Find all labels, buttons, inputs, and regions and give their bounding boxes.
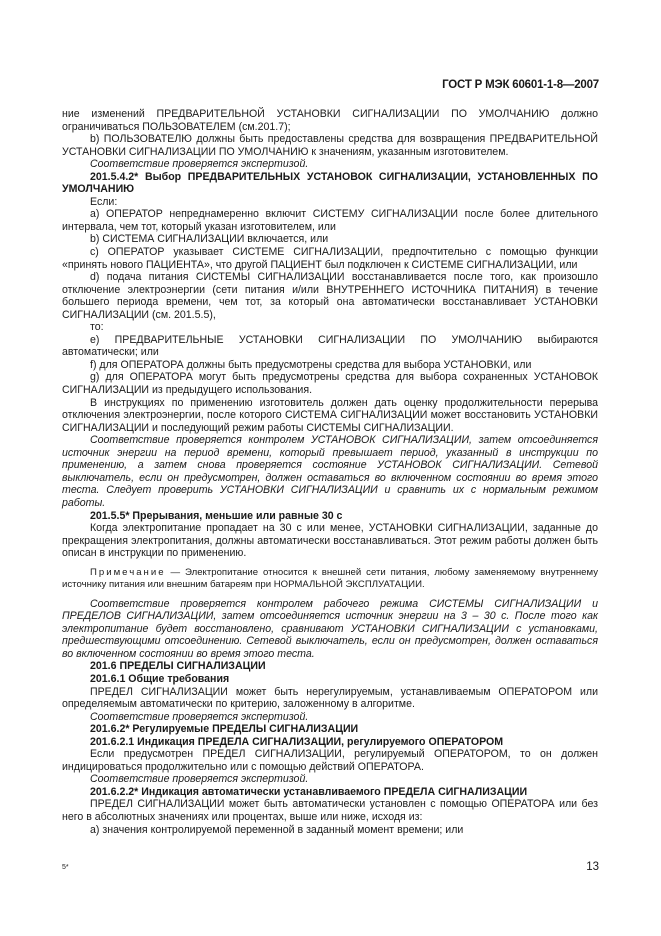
list-item: d) подача питания СИСТЕМЫ СИГНАЛИЗАЦИИ восстанавливается после того, как произошло отключение электроэнергии (сети питания и/или ВНУТРЕННЕГО ИСТОЧНИКА ПИТАНИЯ) в течение большего периода времени, чем тот, за который она автоматически восстанавливает УСТАНОВКИ СИГНАЛИЗАЦИИ (см. 201.5.5),	[62, 271, 598, 321]
paragraph: В инструкциях по применению изготовитель должен дать оценку продолжительности перерыва отключения электроэнергии, после которого СИСТЕМА СИГНАЛИЗАЦИИ может восстановить УСТАНОВКИ СИГНАЛИЗАЦИИ и последующий режим работы СИСТЕМЫ СИГНАЛИЗАЦИИ.	[62, 396, 598, 434]
paragraph: ПРЕДЕЛ СИГНАЛИЗАЦИИ может быть автоматически установлен с помощью ОПЕРАТОРА или без него в абсолютных значениях или процентах, выше или ниже, исходя из:	[62, 798, 598, 823]
section-heading: 201.5.5* Прерывания, меньшие или равные 30 с	[90, 509, 343, 522]
section-heading: 201.6.2.1 Индикация ПРЕДЕЛА СИГНАЛИЗАЦИИ, регулируемого ОПЕРАТОРОМ	[90, 735, 504, 748]
compliance-note: Соответствие проверяется экспертизой.	[90, 158, 309, 171]
note	[62, 567, 598, 591]
section-heading: 201.5.4.2* Выбор ПРЕДВАРИТЕЛЬНЫХ УСТАНОВОК СИГНАЛИЗАЦИИ, УСТАНОВЛЕННЫХ ПО УМОЛЧАНИЮ	[62, 170, 598, 196]
list-item: g) для ОПЕРАТОРА могут быть предусмотрены средства для выбора сохраненных УСТАНОВОК СИГНАЛИЗАЦИИ из предыдущего использования.	[62, 371, 598, 397]
note-text: — Электропитание относится к внешней сети питания, любому заменяемому внутреннему источнику питания или внешним батареям при НОРМАЛЬНОЙ ЭКСПЛУАТАЦИИ.	[62, 566, 598, 590]
paragraph: Если предусмотрен ПРЕДЕЛ СИГНАЛИЗАЦИИ, регулируемый ОПЕРАТОРОМ, то он должен индицироваться продолжительно или с помощью действий ОПЕРАТОРА.	[62, 748, 598, 773]
page-number: 13	[586, 861, 599, 873]
list-item: a) значения контролируемой переменной в заданный момент времени; или	[90, 823, 464, 836]
compliance-note: Соответствие проверяется экспертизой.	[90, 710, 309, 723]
paragraph: ПРЕДЕЛ СИГНАЛИЗАЦИИ может быть нерегулируемым, устанавливаемым ОПЕРАТОРОМ или определяемым автоматически по критерию, заложенному в алгоритме.	[62, 685, 598, 711]
compliance-note: Соответствие проверяется контролем УСТАНОВОК СИГНАЛИЗАЦИИ, затем отсоединяется источник энергии на период времени, который превышает период, указанный в инструкции по применению, а затем снова проверяется состояние УСТАНОВОК СИГНАЛИЗАЦИИ. Сетевой выключатель, если он предусмотрен, должен оставаться во включенном состоянии во время этого теста. Следует проверить УСТАНОВКИ СИГНАЛИЗАЦИИ и сравнить их с нормальным режимом работы.	[62, 434, 598, 509]
list-item: e) ПРЕДВАРИТЕЛЬНЫЕ УСТАНОВКИ СИГНАЛИЗАЦИИ ПО УМОЛЧАНИЮ выбираются автоматически; или	[62, 333, 598, 359]
paragraph: то:	[90, 321, 104, 334]
paragraph: Если:	[90, 195, 118, 208]
note-label: Примечание	[90, 566, 166, 578]
footer-mark: 5*	[62, 864, 69, 871]
list-item: b) СИСТЕМА СИГНАЛИЗАЦИИ включается, или	[90, 233, 329, 246]
list-item: f) для ОПЕРАТОРА должны быть предусмотрены средства для выбора УСТАНОВКИ, или	[90, 358, 532, 371]
paragraph: Когда электропитание пропадает на 30 с или менее, УСТАНОВКИ СИГНАЛИЗАЦИИ, заданные до прекращения электропитания, должны автоматически восстанавливаться. Этот режим работы должен быть описан в инструкции по применению.	[62, 522, 598, 560]
list-item: b) ПОЛЬЗОВАТЕЛЮ должны быть предоставлены средства для возвращения ПРЕДВАРИТЕЛЬНОЙ УСТАНОВКИ СИГНАЛИЗАЦИИ ПО УМОЛЧАНИЮ к значениям, указанным изготовителем.	[62, 133, 598, 158]
compliance-note: Соответствие проверяется контролем рабочего режима СИСТЕМЫ СИГНАЛИЗАЦИИ и ПРЕДЕЛОВ СИГНАЛИЗАЦИИ, затем отсоединяется источник энергии на 3 – 30 с. После того как электропитание будет восстановлено, сравнивают УСТАНОВКИ СИГНАЛИЗАЦИИ с установками, предшествующими отсоединению. Сетевой выключатель, если он предусмотрен, должен оставаться во включенном состоянии во время этого теста.	[62, 597, 598, 660]
section-heading: 201.6.2* Регулируемые ПРЕДЕЛЫ СИГНАЛИЗАЦИИ	[90, 723, 359, 736]
section-heading: 201.6.2.2* Индикация автоматически устанавливаемого ПРЕДЕЛА СИГНАЛИЗАЦИИ	[90, 785, 528, 798]
section-heading: 201.6.1 Общие требования	[90, 672, 230, 685]
compliance-note: Соответствие проверяется экспертизой.	[90, 773, 309, 786]
list-item: c) ОПЕРАТОР указывает СИСТЕМЕ СИГНАЛИЗАЦИИ, предпочтительно с помощью функции «принять нового ПАЦИЕНТА», что другой ПАЦИЕНТ был подключен к СИСТЕМЕ СИГНАЛИЗАЦИИ, или	[62, 246, 598, 271]
document-header: ГОСТ Р МЭК 60601-1-8—2007	[442, 79, 599, 91]
list-item: a) ОПЕРАТОР непреднамеренно включит СИСТЕМУ СИГНАЛИЗАЦИИ после более длительного интервала, чем тот, который указан изготовителем, или	[62, 208, 598, 233]
page-body	[62, 108, 598, 836]
section-heading: 201.6 ПРЕДЕЛЫ СИГНАЛИЗАЦИИ	[90, 660, 266, 673]
paragraph: ние изменений ПРЕДВАРИТЕЛЬНОЙ УСТАНОВКИ СИГНАЛИЗАЦИИ ПО УМОЛЧАНИЮ должно ограничиваться ПОЛЬЗОВАТЕЛЕМ (см.201.7);	[62, 108, 598, 133]
